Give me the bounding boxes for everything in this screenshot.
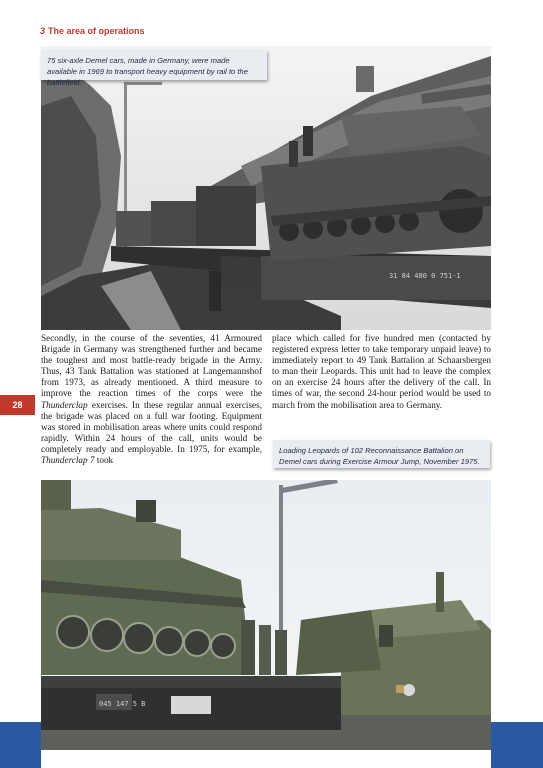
photo-tanks-on-rail-cars: [41, 46, 491, 330]
body-left-text-2: exercises. In these regular annual exercises, the brigade was placed on a full war footing. Equipment was stored in mobilisation areas where units could respond rapidly. Within 24 hours of the call, units would be completely ready and employable. In 1975, for example,: [41, 399, 262, 454]
body-right-text: place which called for five hundred men (contacted by registered express letter to take temporary unpaid leave) to immediately report to 49 Tank Battalion at Schaarsbergen to man their Leopards. This unit had to leave the complex on an exercise 24 hours after the delivery of the call. In times of war, the second 24-hour period would be used to march from the mobilisation area to Germany.: [272, 333, 491, 410]
footer-band-right: [491, 722, 543, 768]
footer-band-left: [0, 722, 41, 768]
page-number: 28: [0, 395, 35, 415]
caption-top: 75 six-axle Demel cars, made in Germany, were made available in 1969 to transport heavy equipment by rail to the battlefield.: [41, 50, 267, 80]
body-left-text-3: took: [94, 455, 114, 466]
body-column-left: [41, 333, 262, 466]
exercise-name-thunderclap-7: Thunderclap 7: [41, 455, 95, 466]
caption-bottom: Loading Leopards of 102 Reconnaissance Battalion on Demel cars during Exercise Armour Jump, November 1975.: [273, 440, 490, 468]
running-header: [40, 26, 145, 36]
wagon-marking-bottom: 045 147 5 B: [99, 700, 146, 708]
photo-leopards-loading: [41, 480, 491, 750]
body-left-text-1: Secondly, in the course of the seventies, 41 Armoured Brigade in Germany was strengthened further and became the toughest and most battle-ready brigade in the Army. Thus, 43 Tank Battalion was stationed at Langemannshof from 1973, as already mentioned. A third measure to improve the reaction times of the corps were the: [41, 333, 262, 399]
chapter-number: 3: [40, 26, 46, 36]
chapter-title: The area of operations: [48, 26, 145, 36]
wagon-marking-top: 31 84 480 0 751-1: [389, 272, 461, 280]
exercise-name-thunderclap: Thunderclap: [41, 399, 88, 410]
body-column-right: [272, 333, 491, 411]
